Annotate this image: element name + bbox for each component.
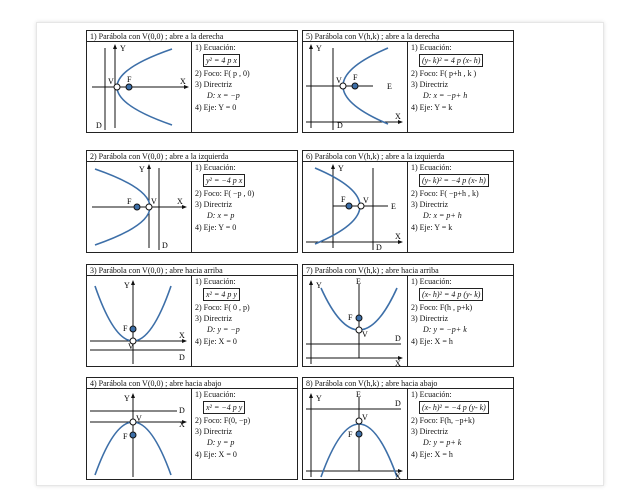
parabola-figure [87, 276, 191, 367]
parabola-figure [87, 162, 191, 253]
x-axis-label: X [179, 420, 185, 429]
focus-text: 2) Foco: F(0, −p) [195, 416, 251, 425]
card-7 [302, 264, 514, 367]
y-axis-label: Y [316, 394, 322, 403]
axis-text: 4) Eje: Y = k [411, 103, 453, 112]
focus-text: 2) Foco: F( −p , 0) [195, 189, 255, 198]
card-3 [86, 264, 298, 367]
figure [87, 276, 192, 367]
figure [87, 162, 192, 253]
focus-label: F [127, 75, 132, 84]
card-title: 6) Parábola con V(h,k) ; abre a la izquierda [303, 151, 513, 162]
row-1 [86, 30, 514, 133]
axis-text: 4) Eje: X = h [411, 337, 453, 346]
axis-label: E [391, 202, 396, 211]
parabola-figure [303, 276, 407, 367]
x-axis-label: X [179, 331, 185, 340]
card-title: 1) Parábola con V(0,0) ; abre a la derecha [87, 31, 297, 42]
equation-box: x² = −4 p y [203, 401, 245, 414]
figure [87, 389, 192, 480]
directrix-label: D [337, 121, 343, 130]
focus-label: F [127, 197, 132, 206]
row-2 [86, 150, 514, 253]
vertex-label: V [362, 413, 368, 422]
y-axis-label: Y [316, 44, 322, 53]
focus-label: F [123, 432, 128, 441]
directrix-heading: 3) Directriz [411, 200, 449, 209]
equation-label: 1) Ecuación: [411, 277, 452, 286]
directrix-equation: D: y = −p [207, 325, 240, 334]
focus-label: F [348, 313, 353, 322]
equation-label: 1) Ecuación: [195, 163, 236, 172]
equation-box: (y- k)² = −4 p (x- h) [419, 174, 489, 187]
properties [411, 162, 513, 253]
focus-label: F [123, 324, 128, 333]
figure [303, 389, 408, 480]
y-axis-label: Y [316, 281, 322, 290]
vertex-label: V [108, 77, 114, 86]
equation-box: (x- h)² = −4 p (y- k) [419, 401, 489, 414]
x-axis-label: X [180, 77, 186, 86]
card-title: 5) Parábola con V(h,k) ; abre a la derecha [303, 31, 513, 42]
parabola-figure [87, 389, 191, 480]
axis-text: 4) Eje: X = 0 [195, 450, 237, 459]
directrix-equation: D: x = −p [207, 91, 240, 100]
y-axis-label: Y [338, 164, 344, 173]
vertex-label: V [136, 414, 142, 423]
directrix-equation: D: x = p+ h [423, 211, 462, 220]
directrix-heading: 3) Directriz [195, 314, 233, 323]
equation-label: 1) Ecuación: [195, 390, 236, 399]
vertex-label: V [363, 196, 369, 205]
axis-label: E [387, 82, 392, 91]
parabola-figure [303, 389, 407, 480]
focus-text: 2) Foco: F( p+h , k ) [411, 69, 477, 78]
card-5 [302, 30, 514, 133]
directrix-heading: 3) Directriz [411, 427, 449, 436]
equation-label: 1) Ecuación: [411, 163, 452, 172]
axis-text: 4) Eje: X = h [411, 450, 453, 459]
row-3 [86, 264, 514, 367]
focus-text: 2) Foco: F( 0 , p) [195, 303, 250, 312]
card-title: 3) Parábola con V(0,0) ; abre hacia arriba [87, 265, 297, 276]
card-1 [86, 30, 298, 133]
y-axis-label: Y [124, 281, 130, 290]
focus-label: F [353, 73, 358, 82]
vertex-label: V [128, 342, 134, 351]
card-title: 8) Parábola con V(h,k) ; abre hacia abajo [303, 378, 513, 389]
vertex-label: V [362, 330, 368, 339]
card-6 [302, 150, 514, 253]
figure [303, 162, 408, 253]
focus-text: 2) Foco: F( p , 0) [195, 69, 250, 78]
card-4 [86, 377, 298, 480]
x-axis-label: X [177, 197, 183, 206]
focus-text: 2) Foco: F(h , p+k) [411, 303, 473, 312]
y-axis-label: Y [120, 44, 126, 53]
x-axis-label: X [395, 359, 401, 367]
focus-label: F [341, 195, 346, 204]
equation-label: 1) Ecuación: [411, 43, 452, 52]
x-axis-label: X [395, 472, 401, 480]
card-title: 2) Parábola con V(0,0) ; abre a la izquierda [87, 151, 297, 162]
figure [303, 276, 408, 367]
parabola-figure [87, 42, 191, 133]
axis-label: E [356, 277, 361, 286]
card-2 [86, 150, 298, 253]
directrix-equation: D: y = −p+ k [423, 325, 467, 334]
axis-text: 4) Eje: Y = 0 [195, 103, 237, 112]
focus-text: 2) Foco: F(h, −p+k) [411, 416, 475, 425]
equation-box: (x- h)² = 4 p (y- k) [419, 288, 483, 301]
directrix-label: D [162, 241, 168, 250]
directrix-label: D [179, 353, 185, 362]
axis-label: E [356, 390, 361, 399]
equation-box: x² = 4 p y [203, 288, 240, 301]
axis-text: 4) Eje: X = 0 [195, 337, 237, 346]
vertex-label: V [336, 76, 342, 85]
row-4 [86, 377, 514, 480]
properties [411, 389, 513, 480]
directrix-equation: D: x = −p+ h [423, 91, 468, 100]
axis-text: 4) Eje: Y = 0 [195, 223, 237, 232]
directrix-label: D [179, 406, 185, 415]
focus-text: 2) Foco: F( −p+h , k) [411, 189, 479, 198]
x-axis-label: X [395, 112, 401, 121]
figure [303, 42, 408, 133]
x-axis-label: X [395, 232, 401, 241]
y-axis-label: Y [124, 394, 130, 403]
directrix-equation: D: y = p+ k [423, 438, 462, 447]
directrix-label: D [395, 334, 401, 343]
focus-label: F [348, 430, 353, 439]
card-title: 4) Parábola con V(0,0) ; abre hacia abajo [87, 378, 297, 389]
card-8 [302, 377, 514, 480]
directrix-heading: 3) Directriz [195, 200, 233, 209]
parabola-figure [303, 162, 407, 253]
properties [195, 42, 297, 133]
equation-box: y² = 4 p x [203, 54, 240, 67]
directrix-heading: 3) Directriz [195, 80, 233, 89]
card-title: 7) Parábola con V(h,k) ; abre hacia arriba [303, 265, 513, 276]
directrix-equation: D: y = p [207, 438, 235, 447]
directrix-label: D [395, 399, 401, 408]
directrix-label: D [376, 243, 382, 252]
directrix-equation: D: x = p [207, 211, 235, 220]
figure [87, 42, 192, 133]
directrix-label: D [96, 121, 102, 130]
directrix-heading: 3) Directriz [195, 427, 233, 436]
directrix-heading: 3) Directriz [411, 80, 449, 89]
properties [411, 276, 513, 367]
directrix-heading: 3) Directriz [411, 314, 449, 323]
equation-box: y² = −4 p x [203, 174, 245, 187]
properties [195, 389, 297, 480]
parabola-figure [303, 42, 407, 133]
y-axis-label: Y [139, 165, 145, 174]
equation-label: 1) Ecuación: [195, 43, 236, 52]
axis-text: 4) Eje: Y = k [411, 223, 453, 232]
properties [195, 162, 297, 253]
equation-label: 1) Ecuación: [411, 390, 452, 399]
equation-box: (y- k)² = 4 p (x- h) [419, 54, 483, 67]
equation-label: 1) Ecuación: [195, 277, 236, 286]
properties [411, 42, 513, 133]
properties [195, 276, 297, 367]
vertex-label: V [151, 197, 157, 206]
